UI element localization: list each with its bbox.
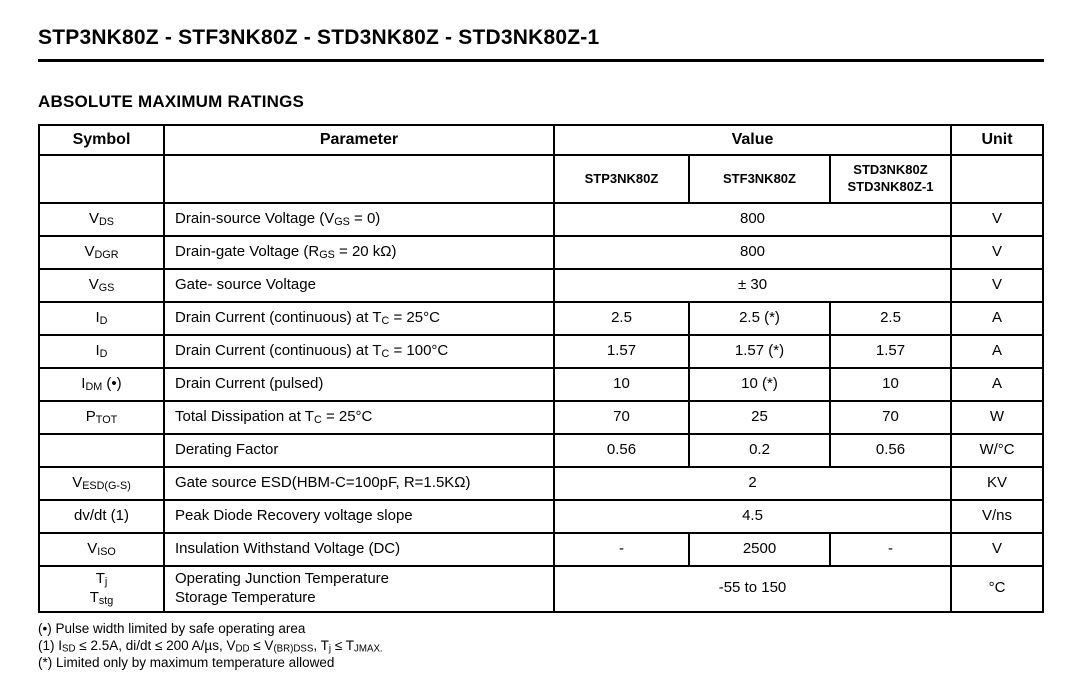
value-cell: 1.57 (*) xyxy=(689,335,830,368)
table-row xyxy=(39,335,1043,368)
footnote: (*) Limited only by maximum temperature allowed xyxy=(38,654,335,670)
parameter-cell: Drain-gate Voltage ($R_{GS} = 20$ kΩ) xyxy=(164,236,554,269)
value-cell: 2.5 xyxy=(554,302,689,335)
value-cell: 800 xyxy=(554,203,951,236)
symbol-cell: $V_{GS}$ xyxy=(39,269,164,302)
column-header-unit: Unit xyxy=(951,125,1043,155)
symbol-cell: $V_{DGR}$ xyxy=(39,236,164,269)
parameter-cell: Gate- source Voltage xyxy=(164,269,554,302)
parameter-cell: Drain Current (continuous) at $T_C = 25^\circ C$ xyxy=(164,302,554,335)
symbol-cell: $V_{DS}$ xyxy=(39,203,164,236)
parameter-cell: Drain-source Voltage $(V_{GS} = 0)$ xyxy=(164,203,554,236)
section-heading: ABSOLUTE MAXIMUM RATINGS xyxy=(38,92,305,111)
column-header-parameter: Parameter xyxy=(164,125,554,155)
value-cell: 1.57 xyxy=(830,335,951,368)
table-body xyxy=(39,203,1043,612)
value-cell: 2 xyxy=(554,467,951,500)
parameter-cell: Peak Diode Recovery voltage slope xyxy=(164,500,554,533)
value-cell: 0.56 xyxy=(830,434,951,467)
value-cell: 25 xyxy=(689,401,830,434)
column-header-symbol: Symbol xyxy=(39,125,164,155)
absolute-maximum-ratings-table xyxy=(38,124,1044,613)
value-cell: 10 xyxy=(830,368,951,401)
parameter-cell: Drain Current (pulsed) xyxy=(164,368,554,401)
parameter-cell: Insulation Withstand Voltage (DC) xyxy=(164,533,554,566)
symbol-cell: $V_{ESD(G-S)}$ xyxy=(39,467,164,500)
table-row xyxy=(39,269,1043,302)
header-row-devices xyxy=(39,155,1043,203)
parameter-cell: Derating Factor xyxy=(164,434,554,467)
value-cell: 70 xyxy=(830,401,951,434)
unit-cell: W/°C xyxy=(951,434,1043,467)
table-row xyxy=(39,500,1043,533)
symbol-cell: $I_{DM}$ (•) xyxy=(39,368,164,401)
column-header-value: Value xyxy=(554,125,951,155)
symbol-cell: dv/dt (1) xyxy=(39,500,164,533)
header-row-main xyxy=(39,125,1043,155)
subheader-parameter-empty xyxy=(164,155,554,203)
table-row xyxy=(39,434,1043,467)
subheader-symbol-empty xyxy=(39,155,164,203)
unit-cell: V xyxy=(951,236,1043,269)
unit-cell: A xyxy=(951,335,1043,368)
unit-cell: °C xyxy=(951,566,1043,612)
value-cell: 0.2 xyxy=(689,434,830,467)
value-cell: 800 xyxy=(554,236,951,269)
unit-cell: V xyxy=(951,533,1043,566)
parameter-cell: Operating Junction Temperature Storage Temperature xyxy=(164,566,554,612)
unit-cell: A xyxy=(951,302,1043,335)
table-row xyxy=(39,302,1043,335)
table-row xyxy=(39,566,1043,612)
value-cell: - xyxy=(830,533,951,566)
value-cell: ± 30 xyxy=(554,269,951,302)
value-cell: 2.5 xyxy=(830,302,951,335)
unit-cell: KV xyxy=(951,467,1043,500)
device-column-std3nk80z: STD3NK80Z STD3NK80Z-1 xyxy=(830,155,951,203)
parameter-cell: Drain Current (continuous) at $T_C = 100^\circ C$ xyxy=(164,335,554,368)
device-column-stp3nk80z: STP3NK80Z xyxy=(554,155,689,203)
subheader-unit-empty xyxy=(951,155,1043,203)
value-cell: 0.56 xyxy=(554,434,689,467)
table-row xyxy=(39,368,1043,401)
table-row xyxy=(39,533,1043,566)
footnote: (1) $I_{SD} \le 2.5A$, di/dt ≤ 200 A/µs, $V_{DD} \le V_{(BR)DSS}$, $T_j \le T_{JMAX.}$ xyxy=(38,637,383,655)
table-row xyxy=(39,467,1043,500)
footnote: (•) Pulse width limited by safe operating area xyxy=(38,620,306,636)
device-column-stf3nk80z: STF3NK80Z xyxy=(689,155,830,203)
footnotes xyxy=(38,620,1044,671)
value-cell: 10 (*) xyxy=(689,368,830,401)
symbol-cell: $I_D$ xyxy=(39,335,164,368)
parameter-cell: Total Dissipation at $T_C = 25^\circ C$ xyxy=(164,401,554,434)
unit-cell: W xyxy=(951,401,1043,434)
value-cell: -55 to 150 xyxy=(554,566,951,612)
value-cell: 70 xyxy=(554,401,689,434)
unit-cell: V xyxy=(951,269,1043,302)
value-cell: 2.5 (*) xyxy=(689,302,830,335)
value-cell: 4.5 xyxy=(554,500,951,533)
value-cell: 2500 xyxy=(689,533,830,566)
value-cell: 1.57 xyxy=(554,335,689,368)
symbol-cell: $V_{ISO}$ xyxy=(39,533,164,566)
table-row xyxy=(39,401,1043,434)
table-row xyxy=(39,236,1043,269)
unit-cell: V/ns xyxy=(951,500,1043,533)
symbol-cell: $T_j$ $T_{stg}$ xyxy=(39,566,164,612)
unit-cell: A xyxy=(951,368,1043,401)
table-header xyxy=(39,125,1043,203)
symbol-cell: $P_{TOT}$ xyxy=(39,401,164,434)
parameter-cell: Gate source ESD(HBM-C=100pF, R=1.5KΩ) xyxy=(164,467,554,500)
table-row xyxy=(39,203,1043,236)
symbol-cell: $I_D$ xyxy=(39,302,164,335)
value-cell: - xyxy=(554,533,689,566)
unit-cell: V xyxy=(951,203,1043,236)
symbol-cell xyxy=(39,434,164,467)
page-title: STP3NK80Z - STF3NK80Z - STD3NK80Z - STD3NK80Z-1 xyxy=(38,26,1044,62)
value-cell: 10 xyxy=(554,368,689,401)
